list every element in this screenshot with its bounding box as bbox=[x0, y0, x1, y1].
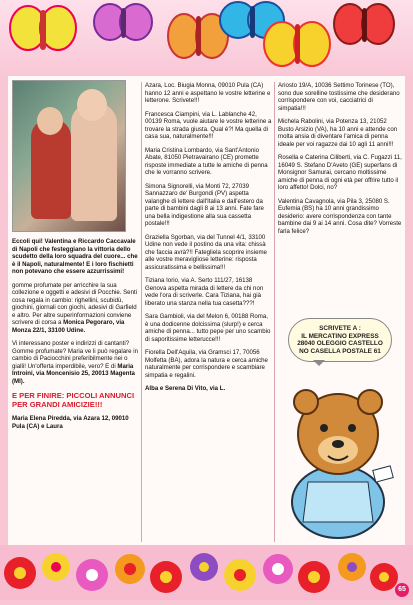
ad-text: Maria Cristina Lombardo, via Sant'Antonio Abate, 81050 Pietravairano (CE) promette risposte immediate a tutte le amiche di penna che le vorranno scrivere. bbox=[145, 146, 268, 176]
ad-text: gomme profumate per arricchire la sua collezione e oggetti e adesivi di Pocchie. Senti cosa regala in cambio: righellini, scubidù, giochini, giornali con giochi, adesivi di Garfield e altro. Per altre superinformazioni conviene scrivere di corsa a Monica Pegoraro, via Monza 22/1, 33100 Udine. bbox=[12, 281, 137, 334]
butterfly-icon bbox=[334, 4, 394, 44]
ad-text: Maria Elena Piredda, via Azara 12, 09010 Pula (CA) e Laura bbox=[12, 415, 129, 430]
flowers-border bbox=[0, 545, 413, 600]
address-speech-bubble: SCRIVETE A : IL MERCATINO EXPRESS 28040 OLEGGIO CASTELLO NO CASELLA POSTALE 61 bbox=[288, 318, 392, 362]
butterfly-icon bbox=[264, 22, 330, 66]
ad-text: Michela Rabolini, via Potenza 13, 21052 Busto Arsizio (VA), ha 10 anni e attende con molta ansia di diventare l'amica di penna ideale per voi ragazze dai 10 agli 11 anni!!! bbox=[278, 118, 398, 148]
ad-text: Simona Signorelli, via Monti 72, 27039 Sannazzaro de' Burgondi (PV) aspetta valanghe di lettere dall'Italia e dall'estero da parte di bambini dagli 8 ai 13 anni. Fate fare una bella indigestione alla sua cassetta postale!!! bbox=[145, 182, 264, 227]
flowers-decoration bbox=[0, 545, 413, 600]
ad-text: Vi interessano poster e indirizzi di cantanti? Gomme profumate? Maria ve li può regalare in cambio di Paciocchini preferibilmente nei o gialli! Un'offerta imperdibile, vero? E di Maria Introini, via Moncenisio 25, 20013 Magenta (MI). bbox=[12, 340, 138, 385]
bear-mascot-icon bbox=[278, 372, 398, 542]
page-number: 65 bbox=[395, 583, 409, 597]
flower-icon bbox=[42, 553, 70, 581]
ad-text: Valentina Cavagnola, via Pila 3, 25080 S. Eufemia (BS) ha 10 anni grandissimo desiderio: avere corrispondenza con tante bambine dai 9 ai 14 anni. Cosa dite? Vorreste farla felice? bbox=[278, 197, 402, 235]
column-2 bbox=[145, 82, 273, 399]
ad-text: Ariosto 19/A, 10036 Settimo Torinese (TO), sono due sorelline tostissime che desiderano corrispondere con voi, cacciatrici di simpatia!!! bbox=[278, 82, 400, 112]
children-photo bbox=[12, 80, 126, 232]
section-headline: E PER FINIRE: PICCOLI ANNUNCI PER GRANDI AMICIZIE!!! bbox=[12, 391, 135, 409]
ad-text: Francesca Ciampini, via L. Lablanche 42, 00139 Roma, vuole aiutare le vostre letterine a trovare la strada giusta. Qual è?! Ma quella di casa sua, naturalmente!!! bbox=[145, 110, 272, 140]
butterfly-icon bbox=[10, 6, 76, 50]
butterfly-icon bbox=[94, 4, 152, 40]
column-1 bbox=[12, 80, 140, 436]
ad-text: Graziella Sgorban, via del Tunnel 4/1, 33100 Udine non vede il postino da una vita: chissà che faccia avrà?!! Fategliela scoprire insieme alle vostre meravigliose letterine: risposta assicuratissima e bellissima!!! bbox=[145, 233, 267, 271]
photo-caption: Eccoli qui! Valentina e Riccardo Caccavale di Napoli che festeggiano la vittoria dello scudetto della loro squadra del cuore... che è il Napoli, naturalmente! E i loro fischietti non potevano che essere azzurrissimi! bbox=[12, 238, 138, 275]
ad-text: Alba e Serena Di Vito, via L. bbox=[145, 385, 226, 392]
ad-text: Rosella e Caterina Ciliberti, via C. Fugazzi 11, 16049 S. Stefano D'Aveto (GE) superfans di Monsignor Samurai, cercano moltissime amiche di penna di ogni età per offrire tutto il loro affetto! Dolci, no? bbox=[278, 154, 402, 191]
flower-icon bbox=[298, 561, 330, 593]
column-3 bbox=[278, 82, 402, 241]
ad-text: Fiorella Dell'Aquila, via Gramsci 17, 70056 Molfetta (BA), adora la natura e cerca amiche naturalmente per corrispondere e scambiare simpatia e regalini. bbox=[145, 349, 268, 379]
column-divider bbox=[274, 82, 275, 542]
flower-icon bbox=[338, 553, 366, 581]
column-divider bbox=[141, 82, 142, 542]
flower-icon bbox=[76, 559, 108, 591]
ad-text: Sara Gambioli, via del Melon 6, 00188 Roma, è una dodicenne dolcissima (slurp!) e cerca amiche di penna... tutto pepe per uno scambio di saporitissime letterucce!!! bbox=[145, 313, 271, 343]
flower-icon bbox=[115, 554, 145, 584]
flower-icon bbox=[263, 554, 293, 584]
flower-icon bbox=[224, 559, 256, 591]
flower-icon bbox=[150, 561, 182, 593]
flower-icon bbox=[4, 557, 36, 589]
flower-icon bbox=[190, 553, 218, 581]
ad-text: Azara, Loc. Biugia Monna, 09010 Pula (CA) hanno 12 anni e aspettano le vostre letterine e letterone. Scrivete!!! bbox=[145, 82, 271, 104]
ad-text: Tiziana Iorio, via A. Serto 111/27, 16138 Genova aspetta mirada di lettere da chi non vede l'ora di scriverle. Cara Tiziana, hai già liberato una stanza nella tua casetta???! bbox=[145, 277, 264, 307]
flower-icon bbox=[370, 563, 398, 591]
butterflies-decoration bbox=[0, 0, 413, 80]
butterfly-banner bbox=[0, 0, 413, 80]
butterfly-icon bbox=[168, 14, 228, 58]
